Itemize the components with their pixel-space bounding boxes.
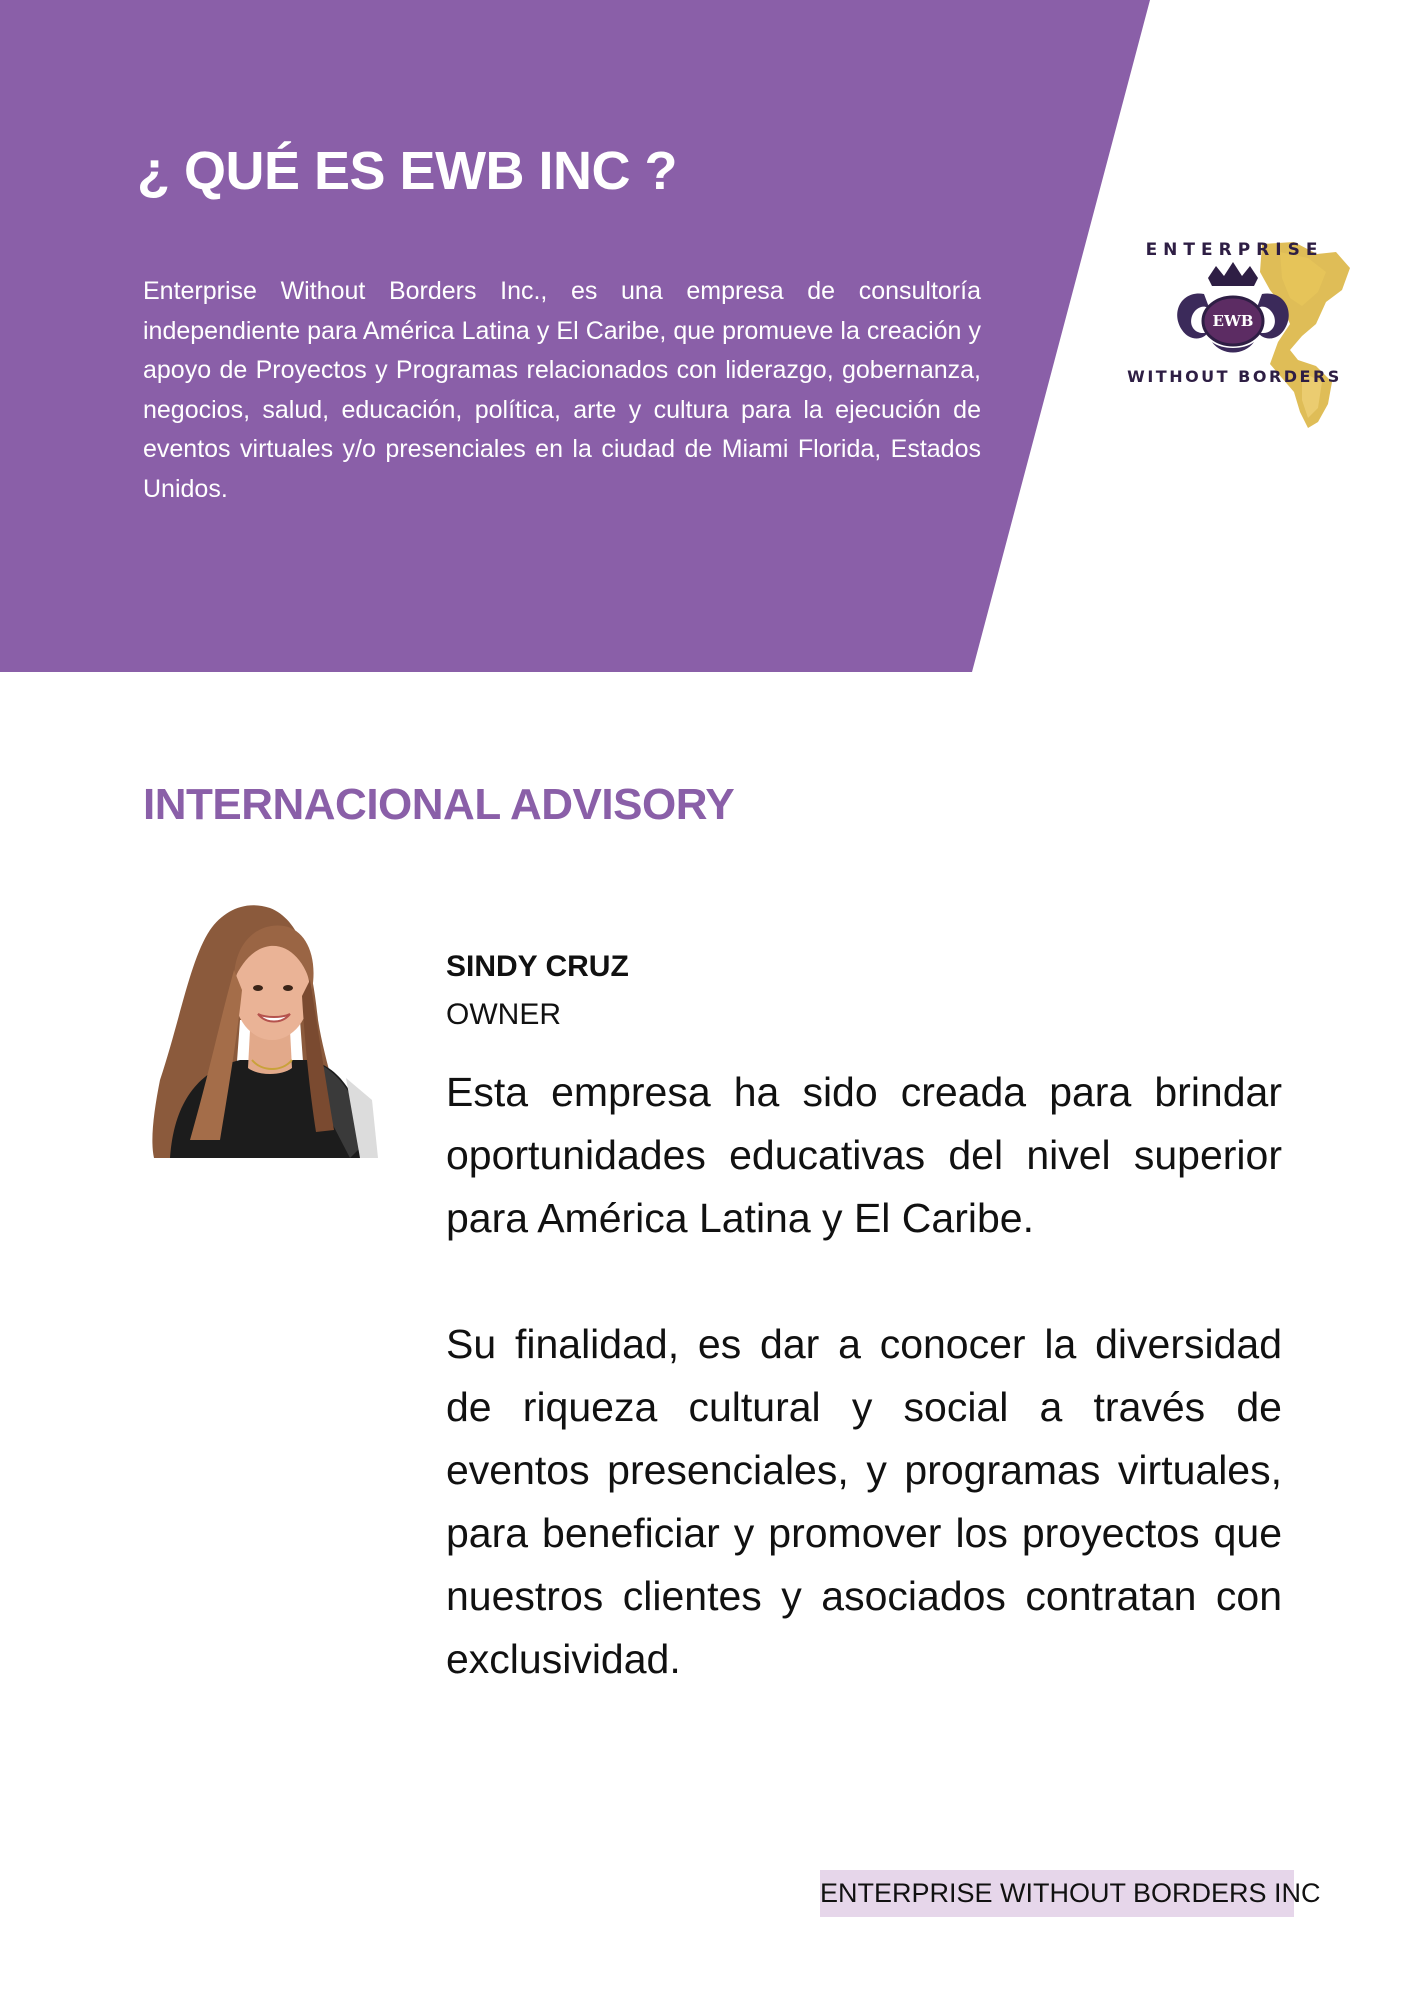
ewb-logo <box>1112 232 1357 432</box>
person-name: SINDY CRUZ <box>446 950 629 983</box>
intro-paragraph: Enterprise Without Borders Inc., es una empresa de consultoría independiente para América Latina y El Caribe, que promueve la creación y apoyo de Proyectos y Programas relacionados con liderazgo, gobernanza, negocios, salud, educación, política, arte y cultura para la ejecución de eventos virtuales y/o presenciales en la ciudad de Miami Florida, Estados Unidos. <box>143 277 981 503</box>
right-eye <box>283 985 293 991</box>
ewb-logo-graphic <box>1112 232 1357 432</box>
crown-shape <box>1208 262 1258 286</box>
left-eye <box>253 985 263 991</box>
page-title: ¿ QUÉ ES EWB INC ? <box>137 141 678 201</box>
owner-portrait <box>150 900 378 1158</box>
logo-without-borders-text: WITHOUT BORDERS <box>1127 367 1342 386</box>
portrait-illustration <box>150 900 378 1158</box>
body-paragraph-1: Esta empresa ha sido creada para brindar oportunidades educativas del nivel superior para América Latina y El Caribe. <box>446 1069 1282 1241</box>
footer-company-tag: ENTERPRISE WITHOUT BORDERS INC <box>820 1870 1294 1917</box>
logo-enterprise-text: ENTERPRISE <box>1145 240 1324 260</box>
section-heading: INTERNACIONAL ADVISORY <box>143 780 735 829</box>
person-role: OWNER <box>446 998 561 1031</box>
logo-badge-text: EWB <box>1212 312 1254 330</box>
body-paragraph-2: Su finalidad, es dar a conocer la diversidad de riqueza cultural y social a través de eventos presenciales, y programas virtuales, para beneficiar y promover los proyectos que nuestros clientes y asociados contratan con exclusividad. <box>446 1321 1282 1682</box>
